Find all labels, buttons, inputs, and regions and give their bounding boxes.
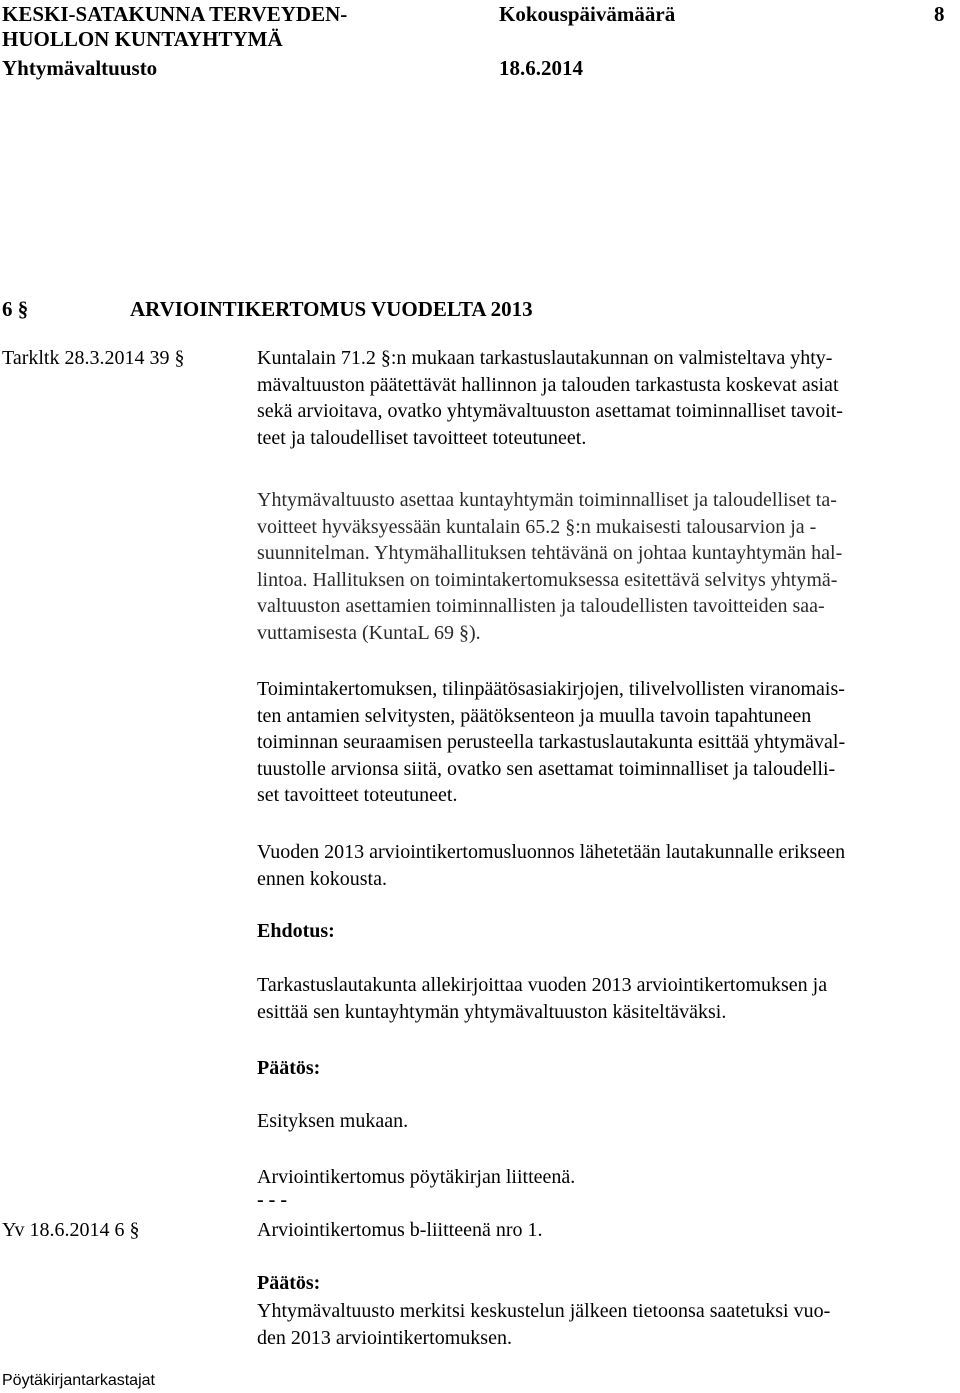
decision-text: Esityksen mukaan. — [257, 1110, 409, 1132]
minutes-checkers-label: Pöytäkirjantarkastajat — [2, 1372, 155, 1389]
paragraph-text: Vuoden 2013 arviointikertomusluonnos lähetetään lautakunnalle erikseen ennen kokousta. — [257, 841, 846, 890]
proposal-block — [257, 972, 947, 1025]
meeting-date-label: Kokouspäivämäärä — [499, 2, 676, 26]
paragraph-text: Yhtymävaltuusto asettaa kuntayhtymän toiminnalliset ja taloudelliset ta- voitteet hyväksyessään kuntalain 65.2 §:n mukaisesti talousarvion ja - suunnitelman. Yhtymähallituksen tehtävänä on johtaa kuntayhtymän hal- lintoa. Hallituksen on toimintakertomuksessa esitettävä selvitys yhtymä- valtuuston asettamien toiminnallisten ja taloudellisten tavoitteiden saa- vuttamisesta (KuntaL 69 §). — [257, 489, 843, 644]
section-title: ARVIOINTIKERTOMUS VUODELTA 2013 — [130, 297, 533, 321]
organization-name-line2: HUOLLON KUNTAYHTYMÄ — [2, 27, 283, 51]
section-number: 6 § — [2, 297, 29, 321]
paragraph-goals — [257, 487, 947, 647]
paragraph-legal-basis — [257, 345, 947, 451]
council-reference: Yv 18.6.2014 6 § — [2, 1219, 140, 1241]
page-number: 8 — [934, 2, 945, 26]
decision-label: Päätös: — [257, 1057, 321, 1079]
decision-label-2: Päätös: — [257, 1272, 321, 1294]
governing-body-name: Yhtymävaltuusto — [2, 56, 158, 80]
separator-dashes: - - - — [257, 1189, 287, 1211]
paragraph-text: Toimintakertomuksen, tilinpäätösasiakirjojen, tilivelvollisten viranomais- ten antamien selvitysten, päätöksenteon ja muulla tavoin tapahtuneen toiminnan seuraamisen perusteella tarkastuslautakunta esittää yhtymäval- tuustolle arvionsa siitä, ovatko sen asettamat toiminnalliset ja taloudelli- set tavoitteet toteutuneet. — [257, 678, 846, 807]
proposal-text: Tarkastuslautakunta allekirjoittaa vuoden 2013 arviointikertomuksen ja esittää sen kuntayhtymän yhtymävaltuuston käsiteltäväksi. — [257, 974, 828, 1023]
decision-text-2: Yhtymävaltuusto merkitsi keskustelun jälkeen tietoonsa saatetuksi vuo- den 2013 arviointikertomuksen. — [257, 1300, 831, 1349]
paragraph-text: Kuntalain 71.2 §:n mukaan tarkastuslautakunnan on valmisteltava yhty- mävaltuuston päätettävät hallinnon ja talouden tarkastusta koskevat asiat sekä arvioitava, ovatko yhtymävaltuuston asettamat toiminnalliset tavoit- teet ja taloudelliset tavoitteet toteutuneet. — [257, 347, 843, 449]
paragraph-evaluation — [257, 676, 947, 809]
attachment-note: Arviointikertomus b-liitteenä nro 1. — [257, 1219, 543, 1241]
organization-name-line1: KESKI-SATAKUNNA TERVEYDEN- — [2, 2, 348, 26]
decision-block-2 — [257, 1298, 947, 1351]
proposal-label: Ehdotus: — [257, 920, 335, 942]
paragraph-draft — [257, 839, 947, 892]
meeting-date-value: 18.6.2014 — [499, 56, 583, 80]
committee-reference: Tarkltk 28.3.2014 39 § — [2, 347, 185, 369]
decision-attachment-note: Arviointikertomus pöytäkirjan liitteenä. — [257, 1166, 576, 1188]
